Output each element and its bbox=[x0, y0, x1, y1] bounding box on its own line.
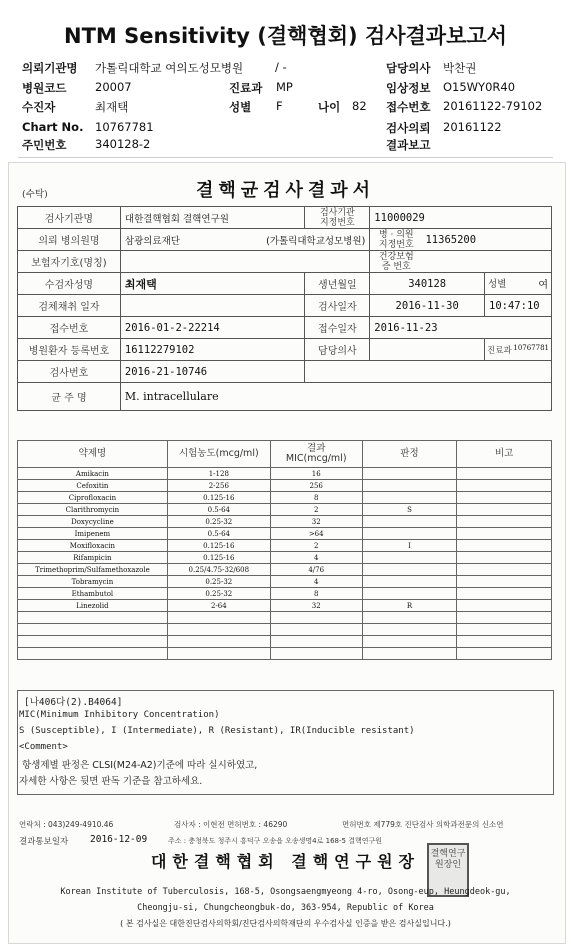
table-row bbox=[18, 564, 552, 576]
req-org-value: 가톨릭대학교 여의도성모병원 bbox=[95, 61, 244, 75]
test-concentration bbox=[167, 612, 270, 624]
interpretation bbox=[362, 588, 457, 600]
sex-label: 성별 bbox=[229, 100, 252, 114]
test-concentration bbox=[167, 624, 270, 636]
department-value: 10767781 bbox=[513, 343, 549, 352]
comment-legend: S (Susceptible), I (Intermediate), R (Resistant), IR(Inducible resistant) bbox=[19, 726, 415, 736]
drug-name: Cefoxitin bbox=[18, 480, 168, 492]
req-org-slash: / - bbox=[275, 60, 287, 74]
receipt-date-label: 접수일자 bbox=[305, 317, 370, 339]
req-hosp-cell bbox=[120, 229, 369, 251]
remark bbox=[457, 480, 552, 492]
mic-result: 2 bbox=[270, 540, 362, 552]
document-title: 결핵균검사결과서 bbox=[195, 180, 376, 201]
remark bbox=[457, 528, 552, 540]
interpretation bbox=[362, 516, 457, 528]
comment-line-1: 항생제별 판정은 CLSI(M24-A2)기준에 따라 실시하였고, bbox=[22, 760, 258, 771]
remark bbox=[457, 636, 552, 648]
registration-value: 16112279102 bbox=[120, 339, 305, 361]
susceptibility-rows bbox=[18, 468, 552, 660]
clinical-value: O15WY0R40 bbox=[443, 80, 516, 94]
age-label: 나이 bbox=[318, 100, 341, 114]
req-code-cell bbox=[370, 229, 552, 251]
remark bbox=[457, 624, 552, 636]
remark bbox=[457, 516, 552, 528]
species-value: M. intracellulare bbox=[120, 383, 551, 411]
report-date-label: 결과통보일자 bbox=[19, 837, 69, 847]
mic-result: 4/76 bbox=[270, 564, 362, 576]
req-hosp-value: 삼광의료재단 bbox=[124, 235, 180, 247]
receipt-no-label: 접수번호 bbox=[18, 317, 121, 339]
clinical-label: 임상정보 bbox=[386, 81, 431, 95]
footer-tester: 검사자 : 이현전 면허번호 : 46290 bbox=[174, 820, 288, 829]
remark bbox=[457, 588, 552, 600]
test-concentration: 0.125-16 bbox=[167, 492, 270, 504]
test-concentration: 2-64 bbox=[167, 600, 270, 612]
test-concentration: 0.25-32 bbox=[167, 516, 270, 528]
interpretation bbox=[362, 576, 457, 588]
table-row bbox=[18, 600, 552, 612]
req-hosp-extra: (가톨릭대학교성모병원) bbox=[266, 235, 366, 247]
institute-address-en-1: Korean Institute of Tuberculosis, 168-5, Osongsaengmyeong 4-ro, Osong-eup, Heungdeok-gu, bbox=[60, 887, 511, 897]
test-concentration bbox=[167, 636, 270, 648]
footer-address: 주소 : 충청북도 청주시 흥덕구 오송읍 오송생명4로 168-5 결핵연구원 bbox=[168, 837, 383, 845]
receipt-no-value: 2016-01-2-22214 bbox=[120, 317, 305, 339]
receipt-date-value: 2016-11-23 bbox=[370, 317, 552, 339]
interpretation: I bbox=[362, 540, 457, 552]
drug-name bbox=[18, 624, 168, 636]
test-concentration: 2-256 bbox=[167, 480, 270, 492]
mic-result: 8 bbox=[270, 588, 362, 600]
dob-value: 340128 bbox=[370, 273, 485, 295]
remark bbox=[457, 576, 552, 588]
doctor-label: 담당의사 bbox=[386, 61, 431, 75]
mic-result: 8 bbox=[270, 492, 362, 504]
comment-code: [나406다(2).B4064] bbox=[24, 697, 123, 708]
interpretation bbox=[362, 564, 457, 576]
institute-address-en-2: Cheongju-si, Chungcheongbuk-do, 363-954, Republic of Korea bbox=[137, 903, 434, 913]
drug-name: Rifampicin bbox=[18, 552, 168, 564]
name-label: 수검자성명 bbox=[18, 273, 121, 295]
interpretation bbox=[362, 636, 457, 648]
test-concentration: 0.25-32 bbox=[167, 576, 270, 588]
drug-name: Imipenem bbox=[18, 528, 168, 540]
drug-name bbox=[18, 612, 168, 624]
req-org-label: 의뢰기관명 bbox=[22, 61, 78, 75]
remark bbox=[457, 540, 552, 552]
comment-line-2: 자세한 사항은 뒷면 판독 기준을 참고하세요. bbox=[19, 776, 203, 787]
doctor-label: 담당의사 bbox=[305, 339, 370, 361]
table-row bbox=[18, 528, 552, 540]
table-row bbox=[18, 636, 552, 648]
official-seal-text: 결핵연구원장인 bbox=[430, 849, 466, 870]
sex-label: 성별 bbox=[488, 279, 507, 290]
test-concentration: 0.5-64 bbox=[167, 528, 270, 540]
col-header-test-conc: 시험농도(mcg/ml) bbox=[167, 441, 270, 468]
mic-result bbox=[270, 636, 362, 648]
susceptibility-table bbox=[17, 440, 552, 660]
table-row bbox=[18, 468, 552, 480]
age-value: 82 bbox=[352, 99, 367, 113]
institute-name-kr: 대한결핵협회 결핵연구원장 bbox=[150, 852, 421, 871]
drug-name: Linezolid bbox=[18, 600, 168, 612]
interpretation: S bbox=[362, 504, 457, 516]
drug-name: Moxifloxacin bbox=[18, 540, 168, 552]
test-concentration: 0.25/4.75-32/608 bbox=[167, 564, 270, 576]
interpretation bbox=[362, 612, 457, 624]
drug-name bbox=[18, 636, 168, 648]
consignment-tag: (수탁) bbox=[22, 189, 48, 200]
test-no-label: 검사번호 bbox=[18, 361, 121, 383]
resident-no-label: 주민번호 bbox=[22, 138, 67, 152]
table-row bbox=[18, 516, 552, 528]
drug-name: Amikacin bbox=[18, 468, 168, 480]
result-report-label: 결과보고 bbox=[386, 138, 431, 152]
test-request-label: 검사의뢰 bbox=[386, 121, 431, 135]
resident-no-value: 340128-2 bbox=[95, 137, 151, 151]
mic-result: 4 bbox=[270, 576, 362, 588]
mic-result: >64 bbox=[270, 528, 362, 540]
insurer-label: 보험자기호(명칭) bbox=[18, 251, 121, 273]
drug-name bbox=[18, 648, 168, 660]
table-row bbox=[18, 648, 552, 660]
drug-name: Clarithromycin bbox=[18, 504, 168, 516]
department-label: 진료과 bbox=[487, 345, 512, 356]
collect-date-label: 검체채취 일자 bbox=[18, 295, 121, 317]
mic-result: 4 bbox=[270, 552, 362, 564]
lab-name-value: 대한결핵협회 결핵연구원 bbox=[120, 207, 305, 229]
hosp-code-label: 병원코드 bbox=[22, 81, 67, 95]
name-value: 최재택 bbox=[120, 273, 305, 295]
remark bbox=[457, 612, 552, 624]
test-concentration: 0.125-16 bbox=[167, 552, 270, 564]
remark bbox=[457, 564, 552, 576]
table-row bbox=[18, 504, 552, 516]
dob-label: 생년월일 bbox=[305, 273, 370, 295]
col-header-interpretation: 판정 bbox=[362, 441, 457, 468]
collect-date-value bbox=[120, 295, 305, 317]
remark bbox=[457, 504, 552, 516]
test-request-value: 20161122 bbox=[443, 120, 502, 134]
test-concentration: 1-128 bbox=[167, 468, 270, 480]
report-title: NTM Sensitivity (결핵협회) 검사결과보고서 bbox=[64, 24, 507, 48]
table-row bbox=[18, 612, 552, 624]
interpretation bbox=[362, 648, 457, 660]
test-no-value: 2016-21-10746 bbox=[120, 361, 305, 383]
test-concentration bbox=[167, 648, 270, 660]
remark bbox=[457, 492, 552, 504]
comment-tag: <Comment> bbox=[19, 742, 68, 752]
remark bbox=[457, 648, 552, 660]
insurer-value bbox=[120, 251, 369, 273]
test-no-blank bbox=[305, 361, 552, 383]
patient-label: 수진자 bbox=[22, 100, 56, 114]
interpretation bbox=[362, 552, 457, 564]
drug-name: Ciprofloxacin bbox=[18, 492, 168, 504]
mic-result bbox=[270, 612, 362, 624]
mic-result: 32 bbox=[270, 600, 362, 612]
lab-name-label: 검사기관명 bbox=[18, 207, 121, 229]
col-header-drug: 약제명 bbox=[18, 441, 168, 468]
header-divider bbox=[18, 157, 553, 158]
receipt-value: 20161122-79102 bbox=[443, 99, 543, 113]
mic-result: 16 bbox=[270, 468, 362, 480]
drug-name: Trimethoprim/Sulfamethoxazole bbox=[18, 564, 168, 576]
test-date-label: 검사일자 bbox=[305, 295, 370, 317]
table-row bbox=[18, 624, 552, 636]
col-header-mic: 결과 MIC(mcg/ml) bbox=[270, 441, 362, 468]
health-card-label: 건강보험 증 번호 bbox=[378, 251, 414, 272]
comment-mic: MIC(Minimum Inhibitory Concentration) bbox=[19, 710, 220, 720]
test-concentration: 0.125-16 bbox=[167, 540, 270, 552]
doctor-value: 박찬권 bbox=[443, 61, 477, 75]
lab-code-value: 11000029 bbox=[370, 207, 552, 229]
sex-value: 여 bbox=[538, 280, 548, 291]
col-header-remark: 비고 bbox=[457, 441, 552, 468]
table-row bbox=[18, 576, 552, 588]
drug-name: Doxycycline bbox=[18, 516, 168, 528]
species-label: 균 주 명 bbox=[18, 383, 121, 411]
mic-result: 2 bbox=[270, 504, 362, 516]
test-date-value: 2016-11-30 bbox=[370, 295, 485, 317]
mic-result: 256 bbox=[270, 480, 362, 492]
table-row bbox=[18, 540, 552, 552]
footer-license: 면허번호 제779호 진단검사 의학과전문의 신소연 bbox=[342, 820, 504, 829]
drug-name: Tobramycin bbox=[18, 576, 168, 588]
remark bbox=[457, 600, 552, 612]
remark bbox=[457, 468, 552, 480]
drug-name: Ethambutol bbox=[18, 588, 168, 600]
mic-result bbox=[270, 624, 362, 636]
dept-label: 진료과 bbox=[229, 81, 263, 95]
req-code-label: 병 · 의원 지정번호 bbox=[378, 229, 414, 250]
interpretation bbox=[362, 528, 457, 540]
certification-note: ( 본 검사실은 대한진단검사의학회/진단검사의학재단의 우수검사실 인증을 받은 검사실입니다.) bbox=[120, 919, 451, 928]
mic-result: 32 bbox=[270, 516, 362, 528]
table-row bbox=[18, 492, 552, 504]
interpretation bbox=[362, 468, 457, 480]
patient-value: 최재택 bbox=[95, 100, 129, 114]
chart-no-label: Chart No. bbox=[22, 120, 84, 134]
doctor-value bbox=[370, 339, 485, 361]
interpretation: R bbox=[362, 600, 457, 612]
test-concentration: 0.25-32 bbox=[167, 588, 270, 600]
interpretation bbox=[362, 492, 457, 504]
table-row bbox=[18, 552, 552, 564]
interpretation bbox=[362, 624, 457, 636]
registration-label: 병원환자 등록번호 bbox=[18, 339, 121, 361]
req-hosp-label: 의뢰 병의원명 bbox=[18, 229, 121, 251]
department-cell bbox=[485, 339, 552, 361]
receipt-label: 접수번호 bbox=[386, 100, 431, 114]
footer-phone: 연락처 : 043)249-4910.46 bbox=[19, 820, 114, 829]
interpretation bbox=[362, 480, 457, 492]
report-date-value: 2016-12-09 bbox=[90, 834, 148, 845]
test-time-value: 10:47:10 bbox=[485, 295, 552, 317]
health-card-cell bbox=[370, 251, 552, 273]
hosp-code-value: 20007 bbox=[95, 80, 132, 94]
sex-cell bbox=[485, 273, 552, 295]
req-code-value: 11365200 bbox=[425, 233, 477, 246]
lab-code-label: 검사기관 지정번호 bbox=[305, 207, 370, 229]
table-row bbox=[18, 588, 552, 600]
mic-result bbox=[270, 648, 362, 660]
patient-info-table bbox=[17, 206, 552, 411]
remark bbox=[457, 552, 552, 564]
test-concentration: 0.5-64 bbox=[167, 504, 270, 516]
chart-no-value: 10767781 bbox=[95, 120, 154, 134]
dept-value: MP bbox=[276, 80, 293, 94]
sex-value: F bbox=[276, 99, 283, 113]
table-row bbox=[18, 480, 552, 492]
